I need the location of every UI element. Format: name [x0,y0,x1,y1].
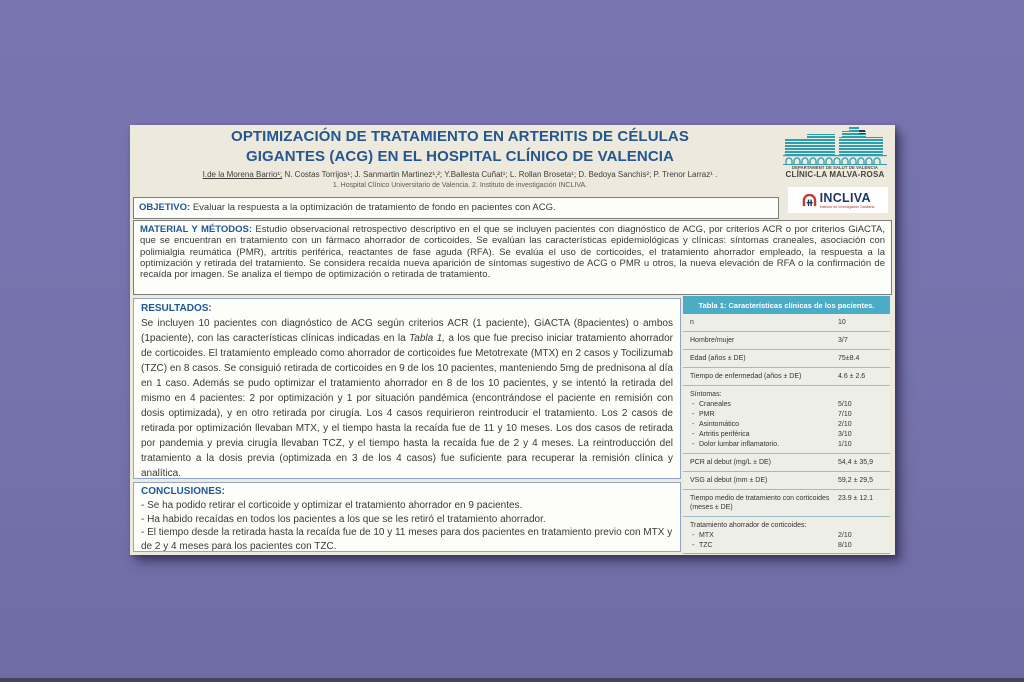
hospital-building-icon [783,127,887,165]
tabla1-reference: Tabla 1, [409,333,445,344]
table-cell-value: 10 [838,319,846,326]
table-row-line [690,521,890,530]
table-row [683,472,890,490]
table-cell-label: Hombre/mujer [690,337,735,344]
conclusion-bullet: - Se ha podido retirar el corticoide y optimizar el tratamiento ahorrador en 9 pacientes. [141,499,523,511]
table-subrow [690,541,890,550]
table-subrow [690,430,890,439]
title-line-2: GIGANTES (ACG) EN EL HOSPITAL CLÍNICO DE VALENCIA [246,148,674,165]
table-cell-value: 2/10 [838,421,852,428]
table-row [683,332,890,350]
table-cell-label: n [690,319,694,326]
resultados-section [133,298,681,479]
table-row [683,490,890,517]
conclusiones-section [133,482,681,552]
clinic-malva-rosa-logo [780,127,890,186]
table-cell-value: 75±8.4 [838,355,860,362]
table-cell-value: 23.9 ± 12.1 [838,495,873,502]
table-subrow [690,420,890,429]
table-cell-value: 2/10 [838,532,852,539]
other-authors: N. Costas Torrijos¹; J. Sanmartin Martinez¹,²; Y.Ballesta Cuñat¹; L. Rollan Broseta¹; D. Bedoya Sanchis²; P. Trenor Larraz¹ . [282,170,718,179]
conclusiones-label: CONCLUSIONES: [141,486,225,497]
poster-title [138,127,782,167]
tabla-1-header: Tabla 1: Características clínicas de los pacientes. [683,296,890,314]
conclusion-bullet: - Ha habido recaídas en todos los pacientes a los que se les retiró el tratamiento ahorrador. [141,513,546,525]
table-row-line [690,476,890,485]
table-row-line [690,494,890,512]
table-cell-label: Edad (años ± DE) [690,355,746,362]
table-cell-value: 3/7 [838,337,848,344]
conclusion-bullet: - El tiempo desde la retirada hasta la recaída fue de 10 y 11 meses para dos pacientes en tratamiento previo con MTX y de 2 y 4 meses para los pacientes con TZC. [141,527,673,553]
table-cell-label: Asintomático [699,421,740,428]
table-row-line [690,458,890,467]
table-cell-label: PCR al debut (mg/L ± DE) [690,459,771,466]
table-cell-label: TZC [699,542,713,549]
dash-bullet: - [692,532,695,539]
objetivo-section [133,197,779,219]
resultados-label: RESULTADOS: [141,303,212,314]
incliva-subtitle: Instituto de Investigación Sanitaria [819,204,875,209]
table-row-line [690,354,890,363]
table-subrow [690,440,890,449]
table-cell-label: Artritis periférica [699,431,750,438]
table-cell-value: 59,2 ± 29,5 [838,477,873,484]
incliva-logo [788,187,888,213]
table-row-line [690,390,890,399]
table-cell-label: Craneales [699,401,731,408]
table-row-line [690,318,890,327]
affiliations-line: 1. Hospital Clínico Universitario de Valencia. 2. Instituto de investigación INCLIVA. [332,182,588,189]
table-cell-label: Tratamiento ahorrador de corticoides: [690,522,807,529]
tabla-1 [683,296,890,554]
dash-bullet: - [692,421,695,428]
material-label: MATERIAL Y MÉTODOS: [140,224,253,235]
incliva-name: INCLIVA [819,190,871,205]
scientific-poster [130,125,895,555]
table-cell-label: VSG al debut (mm ± DE) [690,477,768,484]
objetivo-label: OBJETIVO: [139,202,191,213]
conclusiones-bullets [141,499,673,554]
table-row [683,454,890,472]
incliva-text [820,192,875,209]
table-cell-value: 5/10 [838,401,852,408]
table-cell-label: MTX [699,532,714,539]
table-cell-label: PMR [699,411,715,418]
resultados-text-part1: Se incluyen 10 pacientes con diagnóstico de ACG según criterios ACR (1 paciente), GiACTA (8pacientes) o ambos (1paciente), con las características clínicas indicadas en la [141,318,673,344]
table-cell-value: 8/10 [838,542,852,549]
table-cell-label: Tiempo medio de tratamiento con corticoides (meses ± DE) [690,495,830,511]
malva-rosa-department-text: DEPARTAMENT DE SALUT DE VALÈNCIA [791,165,879,170]
authors-line [138,170,782,179]
dash-bullet: - [692,431,695,438]
screen-bottom-edge [0,678,1024,682]
table-cell-label: Tiempo de enfermedad (años ± DE) [690,373,802,380]
table-cell-value: 1/10 [838,441,852,448]
table-cell-label: Dolor lumbar inflamatorio. [699,441,780,448]
malva-rosa-name-text: CLÍNIC-LA MALVA-ROSA [785,170,885,179]
table-cell-value: 3/10 [838,431,852,438]
table-subrow [690,410,890,419]
table-subrow [690,400,890,409]
material-text: Estudio observacional retrospectivo descriptivo en el que se incluyen pacientes con diagnóstico de ACG, por criterios ACR o por criterios GiACTA, que se encuentran en tratamiento con un fármaco ahorrador de corticoides. Se evalúan las características epidemiológicas y clínicas: síntomas craneales, asociación con polimialgia reumática (PMR), artritis periférica, reactantes de fase aguda (RFA). Se evalúa el uso de corticoides, el tratamiento ahorrador empleado, la respuesta a la optimización y retirada del tratamiento. Se considera recaída nueva aparición de síntomas sugestivo de ACG o PMR u otros, la nueva elevación de RFA o la confirmación de recaída por imagen. Se analiza el tiempo de optimización o retirada de tratamiento. [140,224,885,281]
table-row-line [690,372,890,381]
dash-bullet: - [692,411,695,418]
incliva-arch-icon [802,194,817,207]
table-row [683,386,890,454]
resultados-text-part2: a los que fue preciso iniciar tratamiento ahorrador de corticoides. El tratamiento empleado como ahorrador de corticoides fue Metotrexate (MTX) en 2 casos y Tocilizumab (TZC) en 8 casos. Se consiguió retirada de corticoides en 9 de los 10 pacientes, manteniendo 5mg de prednisona al día en 1 caso. Además se pudo optimizar el tratamiento ahorrador en 8 de los 10 pacientes, y se intentó la retirada del mismo en 4 pacientes: 2 por optimización y 1 por situación pandémica (encontrándose el paciente en remisión con dosis optimizada), y en otro retirada por cirugía. Los 4 casos requirieron reintroducir el tratamiento. Los 2 casos de retirada por optimización llevaban MTX, y el tiempo hasta la recaída fue de 11 y 10 meses. Los dos casos de retirada por pandemia y previa cirugía llevaban TCZ, y el tiempo hasta la recaída fue de 2 y 4 meses. La reintroducción del tratamiento a la dosis previa (optimizada en 3 de los 4 casos) fue suficiente para recuperar la remisión clínica y analítica. [141,333,674,479]
table-row-line [690,336,890,345]
dash-bullet: - [692,441,695,448]
table-cell-value: 7/10 [838,411,852,418]
table-row [683,314,890,332]
table-row [683,368,890,386]
dash-bullet: - [692,542,695,549]
resultados-text [141,316,673,481]
title-line-1: OPTIMIZACIÓN DE TRATAMIENTO EN ARTERITIS DE CÉLULAS [231,128,689,145]
material-metodos-section [133,220,892,295]
table-row [683,350,890,368]
table-cell-value: 54,4 ± 35,9 [838,459,873,466]
table-row [683,517,890,554]
dash-bullet: - [692,401,695,408]
objetivo-text: Evaluar la respuesta a la optimización de tratamiento de fondo en pacientes con ACG. [190,202,556,213]
table-cell-value: 4.6 ± 2.6 [838,373,866,380]
table-cell-label: Síntomas: [690,391,722,398]
table-body [683,314,890,554]
table-subrow [690,531,890,540]
lead-author: I.de la Morena Barrio¹; [202,170,283,179]
